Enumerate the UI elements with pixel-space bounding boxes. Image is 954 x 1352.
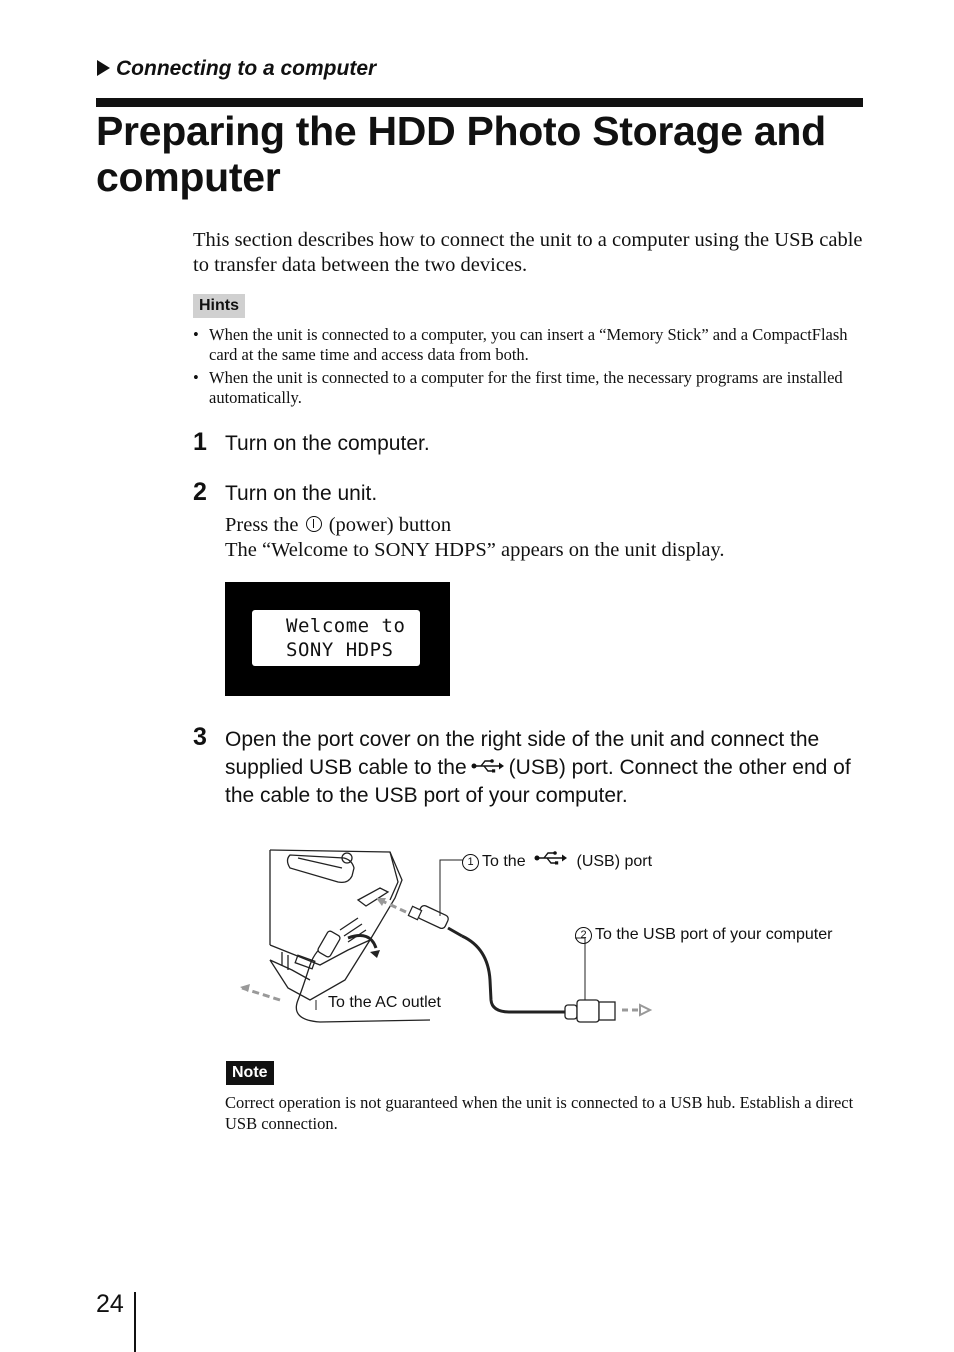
step-2-text: Turn on the unit. [225, 482, 378, 505]
step-1-text: Turn on the computer. [225, 432, 430, 455]
step-2-detail [225, 513, 725, 563]
diagram-label-usb-port [462, 851, 652, 871]
step-2-detail-after: (power) button [328, 514, 452, 536]
usb-trident-icon [471, 759, 505, 773]
hint-text: When the unit is connected to a computer, you can insert a “Memory Stick” and a CompactFlash card at the same time and access data from both. [209, 325, 848, 364]
step-3-text-before: Open the port cover on the right side of the unit and connect the supplied USB cable to the [225, 728, 820, 779]
hints-label: Hints [193, 294, 245, 318]
label2-text: To the USB port of your computer [595, 926, 833, 943]
display-line-2: SONY HDPS [286, 639, 394, 661]
step-1-number: 1 [193, 428, 207, 456]
unit-display [225, 582, 450, 696]
list-item [193, 325, 863, 365]
display-screen [252, 610, 420, 666]
step-3-text [225, 726, 865, 810]
triangle-right-icon [97, 60, 110, 76]
note-label: Note [226, 1061, 274, 1085]
step-2-detail-before: Press the [225, 514, 299, 536]
power-icon [306, 516, 322, 532]
label1-after: (USB) port [576, 853, 653, 870]
diagram-label-ac-outlet: To the AC outlet [328, 994, 441, 1011]
step-2-detail-line2: The “Welcome to SONY HDPS” appears on the unit display. [225, 539, 725, 561]
bullet-dot: • [193, 368, 199, 387]
circled-number: 2 [575, 927, 592, 944]
hint-text: When the unit is connected to a computer for the first time, the necessary programs are installed automatically. [209, 368, 843, 407]
unit-body-drawing [270, 850, 402, 1000]
page-number: 24 [96, 1290, 124, 1318]
list-item [193, 368, 863, 408]
header-rule [96, 98, 863, 107]
page-title: Preparing the HDD Photo Storage and computer [96, 108, 826, 200]
label1-before: To the [482, 853, 526, 870]
step-3-number: 3 [193, 723, 207, 751]
page-number-rule [134, 1292, 136, 1352]
step-3-text-after: (USB) port. Connect the other end of the cable to the USB port of your computer. [225, 756, 851, 807]
breadcrumb-text: Connecting to a computer [116, 57, 377, 80]
usb-trident-icon [534, 851, 568, 865]
note-text: Correct operation is not guaranteed when the unit is connected to a USB hub. Establish a direct USB connection. [225, 1093, 854, 1133]
circled-number: 1 [462, 854, 479, 871]
diagram-label-computer-port [575, 926, 832, 944]
connection-diagram [230, 840, 860, 1040]
bullet-dot: • [193, 325, 199, 344]
display-line-1: Welcome to [286, 615, 406, 637]
intro-paragraph: This section describes how to connect the unit to a computer using the USB cable to transfer data between the two devices. [193, 229, 863, 276]
usb-cable-drawing [408, 904, 650, 1022]
hints-list [193, 325, 863, 411]
breadcrumb [97, 57, 376, 81]
step-2-number: 2 [193, 478, 207, 506]
